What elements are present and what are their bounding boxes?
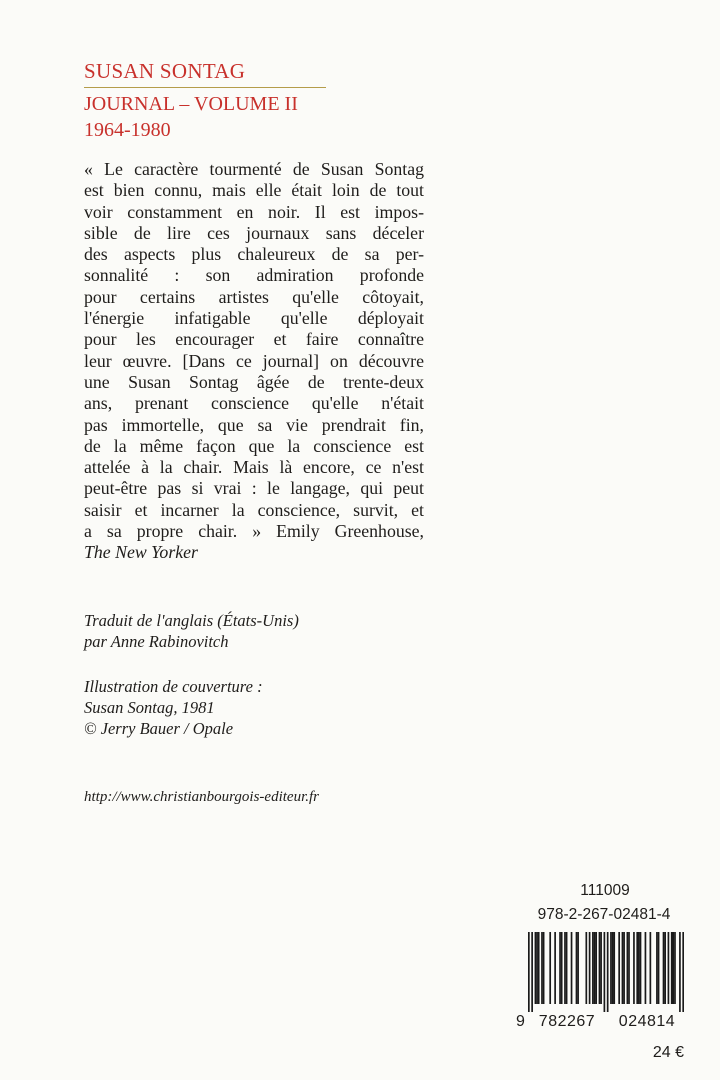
quote-line: des aspects plus chaleureux de sa per- — [84, 244, 424, 265]
barcode-bar — [592, 932, 594, 1004]
barcode-image — [528, 932, 684, 1012]
translation-line: Traduit de l'anglais (États-Unis) — [84, 611, 299, 630]
barcode-bar — [645, 932, 647, 1004]
ean-left-digits: 782267 — [538, 1013, 596, 1030]
barcode-bar — [622, 932, 624, 1004]
barcode-bar — [535, 932, 537, 1004]
barcode-bar — [664, 932, 666, 1004]
quote-line: voir constamment en noir. Il est impos- — [84, 201, 424, 222]
barcode-bar — [577, 932, 579, 1004]
isbn-number: 978-2-267-02481-4 — [537, 906, 671, 923]
barcode-bar — [543, 932, 545, 1004]
header-rule — [84, 87, 326, 88]
barcode-bar — [640, 932, 642, 1004]
barcode-bar — [627, 932, 629, 1004]
translator-line: par Anne Rabinovitch — [84, 632, 229, 651]
quote-line: saisir et incarner la conscience, survit, et — [84, 499, 424, 520]
barcode-bar — [638, 932, 640, 1004]
author-name: SUSAN SONTAG — [84, 59, 246, 83]
barcode-bar — [658, 932, 660, 1004]
barcode-bar — [679, 932, 681, 1012]
barcode-bar — [618, 932, 620, 1004]
cover-credit-line: © Jerry Bauer / Opale — [84, 719, 234, 738]
quote-line: sible de lire ces journaux sans déceler — [84, 222, 424, 243]
barcode-bar — [571, 932, 573, 1004]
barcode-bar — [549, 932, 551, 1004]
ean-right-digits: 024814 — [618, 1013, 676, 1030]
barcode-bar — [656, 932, 658, 1004]
quote-line: est bien connu, mais elle était loin de tout — [84, 180, 424, 201]
barcode-bar — [531, 932, 533, 1012]
cover-credit-line: Illustration de couverture : — [84, 677, 263, 696]
barcode-bar — [585, 932, 587, 1004]
barcode-bar — [595, 932, 597, 1004]
barcode-bar — [576, 932, 578, 1004]
quote-line: peut-être pas si vrai : le langage, qui peut — [84, 478, 424, 499]
barcode-bar — [650, 932, 652, 1004]
book-years: 1964-1980 — [84, 119, 171, 141]
quote-line: pour les encourager et faire connaître — [84, 329, 424, 350]
barcode-bar — [674, 932, 676, 1004]
cover-credit — [84, 676, 263, 739]
barcode-bar — [528, 932, 530, 1012]
barcode-bar — [663, 932, 665, 1004]
barcode-bar — [604, 932, 606, 1012]
barcode-bar — [536, 932, 538, 1004]
publisher-website[interactable]: http://www.christianbourgois-editeur.fr — [84, 789, 320, 805]
barcode-bar — [559, 932, 561, 1004]
barcode-bar — [628, 932, 630, 1004]
barcode-bar — [538, 932, 540, 1004]
barcode-bar — [564, 932, 566, 1004]
barcode-bar — [610, 932, 612, 1004]
barcode-bar — [682, 932, 684, 1012]
barcode-bar — [636, 932, 638, 1004]
barcode-bar — [607, 932, 609, 1012]
quote-line: une Susan Sontag âgée de trente-deux — [84, 371, 424, 392]
quote-line: attelée à la chair. Mais là encore, ce n'est — [84, 457, 424, 478]
barcode-bar — [633, 932, 635, 1004]
barcode-bar — [600, 932, 602, 1004]
quote-line: sonnalité : son admiration profonde — [84, 265, 424, 286]
barcode-bar — [554, 932, 556, 1004]
barcode-bar — [599, 932, 601, 1004]
book-title: JOURNAL – VOLUME II — [84, 93, 298, 115]
quote-source: The New Yorker — [84, 542, 198, 563]
barcode-bar — [671, 932, 673, 1004]
product-code: 111009 — [580, 882, 630, 899]
barcode-bar — [623, 932, 625, 1004]
quote-line: pour certains artistes qu'elle côtoyait, — [84, 286, 424, 307]
barcode-bar — [594, 932, 596, 1004]
cover-credit-line: Susan Sontag, 1981 — [84, 698, 215, 717]
barcode-bar — [673, 932, 675, 1004]
translation-credit — [84, 610, 299, 652]
barcode-bar — [541, 932, 543, 1004]
barcode-bar — [589, 932, 591, 1004]
barcode-bar — [612, 932, 614, 1004]
quote-line: pas immortelle, que sa vie prendrait fin, — [84, 414, 424, 435]
ean-digits — [510, 1011, 690, 1033]
barcode-bar — [561, 932, 563, 1004]
price-label: 24 € — [652, 1044, 684, 1061]
barcode-bar — [566, 932, 568, 1004]
quote-line: ans, prenant conscience qu'elle n'était — [84, 393, 424, 414]
quote-line: de la même façon que la conscience est — [84, 435, 424, 456]
quote-line: a sa propre chair. » Emily Greenhouse, — [84, 521, 424, 542]
quote-line: leur œuvre. [Dans ce journal] on découvre — [84, 350, 424, 371]
book-header — [84, 57, 334, 144]
barcode-bar — [668, 932, 670, 1004]
ean-first-digit: 9 — [516, 1013, 525, 1030]
review-quote — [84, 159, 424, 564]
quote-line: « Le caractère tourmenté de Susan Sontag — [84, 159, 424, 179]
barcode-bar — [613, 932, 615, 1004]
quote-line: l'énergie infatigable qu'elle déployait — [84, 308, 424, 329]
